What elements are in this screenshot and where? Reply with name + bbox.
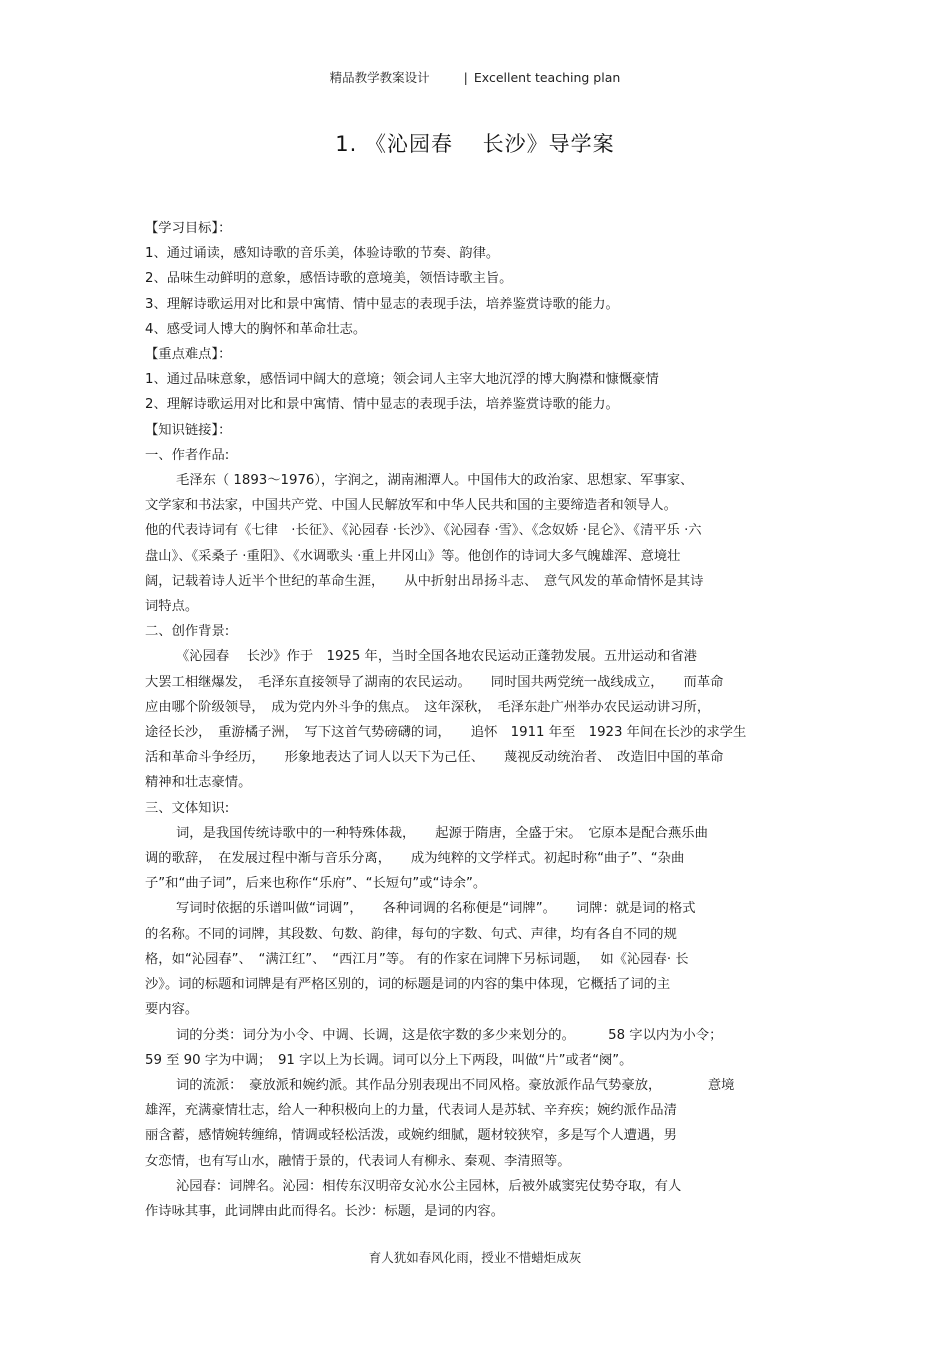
text-line: 阔，记载着诗人近半个世纪的革命生涯， 从中折射出昂扬斗志、 意气风发的革命情怀是其诗	[145, 573, 704, 589]
text-line: 途径长沙， 重游橘子洲， 写下这首气势磅礴的词， 追怀 1911 年至 1923 年间在长沙的求学生	[145, 725, 747, 741]
document-title: 1. 《沁园春 长沙》导学案	[335, 132, 615, 156]
text-line: 1、通过诵读，感知诗歌的音乐美，体验诗歌的节奏、韵律。	[145, 246, 500, 262]
text-line: 【学习目标】：	[145, 221, 232, 236]
text-line: 词的流派： 豪放派和婉约派。其作品分别表现出不同风格。豪放派作品气势豪放， 意境	[176, 1077, 735, 1093]
text-line: 3、理解诗歌运用对比和景中寓情、情中显志的表现手法，培养鉴赏诗歌的能力。	[145, 296, 619, 312]
text-line: 活和革命斗争经历， 形象地表达了词人以天下为己任、 蔑视反动统治者、 改造旧中国的革命	[145, 750, 724, 766]
text-line: 女恋情，也有写山水，融情于景的，代表词人有柳永、秦观、李清照等。	[145, 1153, 571, 1169]
text-line: 2、品味生动鲜明的意象，感悟诗歌的意境美，领悟诗歌主旨。	[145, 271, 513, 287]
text-line: 4、感受词人博大的胸怀和革命壮志。	[145, 321, 367, 337]
text-line: 格，如“沁园春”、 “满江红”、 “西江月”等。 有的作家在词牌下另标词题， 如《沁园春· 长	[145, 951, 689, 967]
header-left-text: 精品教学教案设计	[329, 70, 430, 85]
text-line: 词的分类：词分为小令、中调、长调，这是依字数的多少来划分的。 58 字以内为小令；	[176, 1027, 723, 1043]
text-line: 应由哪个阶级领导， 成为党内外斗争的焦点。 这年深秋， 毛泽东赴广州举办农民运动讲习所，	[145, 699, 711, 715]
text-line: 一、作者作品:	[145, 447, 230, 463]
page-footer: 育人犹如春风化雨，授业不惜蜡炬成灰	[368, 1250, 582, 1265]
header-right-text: Excellent teaching plan	[473, 70, 621, 85]
text-line: 写词时依据的乐谱叫做“词调”， 各种词调的名称便是“词牌”。 词牌：就是词的格式	[176, 901, 696, 917]
text-line: 【知识链接】：	[145, 422, 232, 438]
text-line: 丽含蓄，感情婉转缠绵，情调或轻松活泼，或婉约细腻，题材较狭窄，多是写个人遭遇，男	[145, 1128, 677, 1144]
text-line: 盘山》、《采桑子 ·重阳》、《水调歌头 ·重上井冈山》等。他创作的诗词大多气魄雄浑、意境壮	[145, 548, 681, 564]
text-line: 大罢工相继爆发， 毛泽东直接领导了湖南的农民运动。 同时国共两党统一战线成立， 而革命	[145, 674, 724, 690]
text-line: 文学家和书法家，中国共产党、中国人民解放军和中华人民共和国的主要缔造者和领导人。	[145, 498, 677, 514]
text-line: 他的代表诗词有《七律 ·长征》、《沁园春 ·长沙》、《沁园春 ·雪》、《念奴娇 ·昆仑》、《清平乐 ·六	[145, 523, 702, 539]
text-line: 2、理解诗歌运用对比和景中寓情、情中显志的表现手法，培养鉴赏诗歌的能力。	[145, 397, 619, 413]
text-line: 《沁园春 长沙》作于 1925 年，当时全国各地农民运动正蓬勃发展。五卅运动和省港	[176, 649, 697, 665]
text-line: 词，是我国传统诗歌中的一种特殊体裁， 起源于隋唐，全盛于宋。 它原本是配合燕乐曲	[176, 825, 708, 841]
text-line: 的名称。不同的词牌，其段数、句数、韵律，每句的字数、句式、声律，均有各自不同的规	[145, 926, 677, 942]
text-line: 调的歌辞， 在发展过程中渐与音乐分离， 成为纯粹的文学样式。初起时称“曲子”、“杂曲	[145, 851, 685, 867]
text-line: 要内容。	[145, 1002, 199, 1018]
text-line: 雄浑，充满豪情壮志，给人一种积极向上的力量，代表词人是苏轼、辛弃疾；婉约派作品清	[145, 1103, 677, 1119]
text-line: 沙》。词的标题和词牌是有严格区别的，词的标题是词的内容的集中体现，它概括了词的主	[145, 977, 671, 993]
document-body	[145, 216, 810, 1224]
text-line: 1、通过品味意象，感悟词中阔大的意境；领会词人主宰大地沉浮的博大胸襟和慷慨豪情	[145, 372, 659, 388]
text-line: 毛泽东（ 1893～1976），字润之，湖南湘潭人。中国伟大的政治家、思想家、军事家、	[176, 473, 694, 489]
text-line: 二、创作背景:	[145, 624, 230, 640]
text-line: 子”和“曲子词”，后来也称作“乐府”、“长短句”或“诗余”。	[145, 876, 487, 892]
text-line: 精神和壮志豪情。	[145, 775, 252, 791]
text-line: 沁园春：词牌名。沁园：相传东汉明帝女沁水公主园林，后被外戚窦宪仗势夺取，有人	[176, 1178, 682, 1194]
text-line: 作诗咏其事，此词牌由此而得名。长沙：标题，是词的内容。	[145, 1203, 505, 1219]
header-separator: |	[463, 70, 468, 85]
text-line: 59 至 90 字为中调； 91 字以上为长调。词可以分上下两段，叫做“片”或者“阕”。	[145, 1052, 633, 1068]
text-line: 词特点。	[145, 599, 199, 615]
page-header	[0, 68, 950, 86]
text-line: 三、文体知识:	[145, 800, 230, 816]
text-line: 【重点难点】：	[145, 347, 232, 363]
